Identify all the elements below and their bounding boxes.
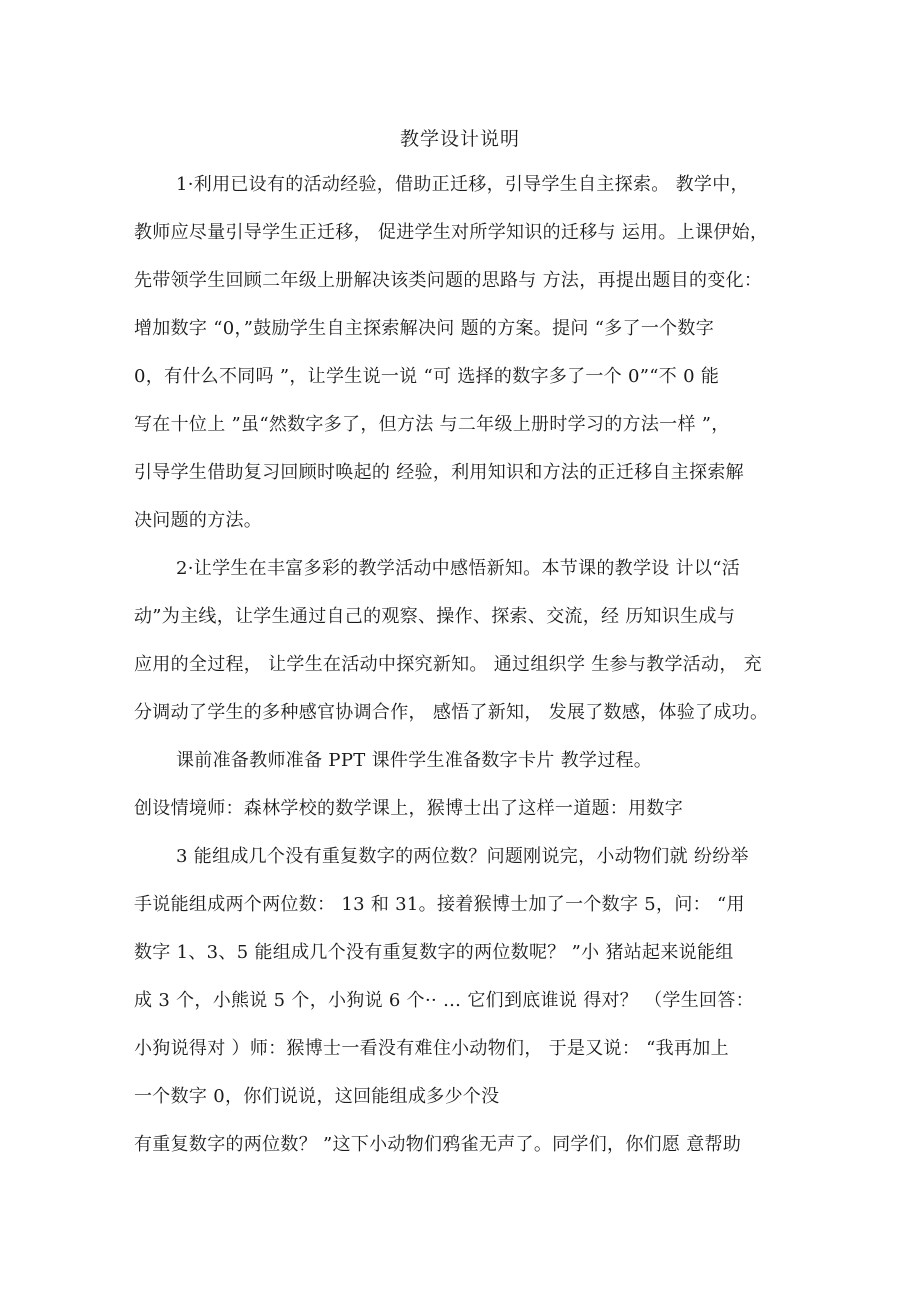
text-line: 决问题的方法。 — [134, 510, 263, 531]
text-line: 课前准备教师准备 PPT 课件学生准备数字卡片 教学过程。 — [176, 750, 653, 771]
text-line: 有重复数字的两位数？ ”这下小动物们鸦雀无声了。同学们，你们愿 意帮助 — [134, 1134, 742, 1155]
text-line: 分调动了学生的多种感官协调合作， 感悟了新知， 发展了数感，体验了成功。 — [134, 702, 769, 723]
page-title: 教学设计说明 — [399, 128, 520, 150]
text-line: 写在十位上 ”虽“然数字多了，但方法 与二年级上册时学习的方法一样 ”， — [134, 414, 730, 435]
text-line: 动”为主线，让学生通过自己的观察、操作、探索、交流，经 历知识生成与 — [134, 606, 736, 627]
text-line: 引导学生借助复习回顾时唤起的 经验，利用知识和方法的正迁移自主探索解 — [134, 462, 744, 483]
text-line: 增加数字 “0，”鼓励学生自主探索解决问 题的方案。提问 “多了一个数字 — [134, 318, 715, 339]
text-line: 应用的全过程， 让学生在活动中探究新知。 通过组织学 生参与教学活动， 充 — [134, 654, 762, 675]
text-line: 3 能组成几个没有重复数字的两位数？问题刚说完，小动物们就 纷纷举 — [176, 846, 749, 867]
text-line: 手说能组成两个两位数： 13 和 31。接着猴博士加了一个数字 5，问： “用 — [134, 894, 745, 915]
text-line: 小狗说得对 ）师：猴博士一看没有难住小动物们， 于是又说： “我再加上 — [134, 1038, 729, 1059]
text-line: 2·让学生在丰富多彩的教学活动中感悟新知。本节课的教学设 计以“活 — [176, 558, 740, 579]
text-line: 成 3 个，小熊说 5 个，小狗说 6 个·· … 它们到底谁说 得对？ （学生回答： — [134, 990, 754, 1011]
text-line: 教师应尽量引导学生正迁移， 促进学生对所学知识的迁移与 运用。上课伊始， — [134, 222, 769, 243]
text-line: 1·利用已设有的活动经验，借助正迁移，引导学生自主探索。 教学中， — [176, 174, 749, 195]
text-line: 先带领学生回顾二年级上册解决该类问题的思路与 方法，再提出题目的变化： — [134, 270, 763, 291]
text-line: 创设情境师：森林学校的数学课上，猴博士出了这样一道题：用数字 — [134, 798, 683, 819]
text-line: 数字 1、3、5 能组成几个没有重复数字的两位数呢？ ”小 猪站起来说能组 — [134, 942, 734, 963]
text-line: 0，有什么不同吗 ”，让学生说一说 “可 选择的数字多了一个 0”“不 0 能 — [134, 366, 720, 387]
text-line: 一个数字 0，你们说说，这回能组成多少个没 — [134, 1086, 500, 1107]
